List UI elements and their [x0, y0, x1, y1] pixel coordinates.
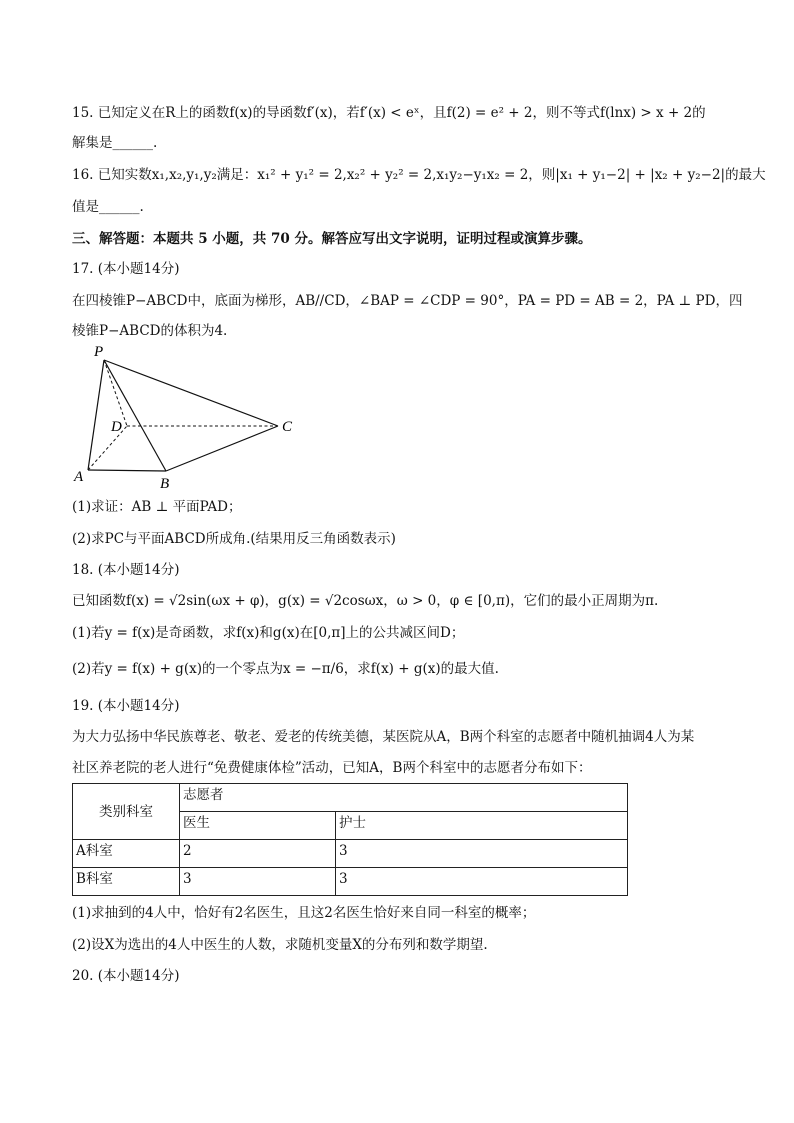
q19-header: 19. (本小题14分) — [72, 698, 180, 714]
q16-line2: 值是______. — [72, 199, 144, 215]
q16-line1: 16. 已知实数x₁,x₂,y₁,y₂满足：x₁² + y₁² = 2,x₂² + y₂² = 2,x₁y₂−y₁x₂ = 2，则|x₁ + y₁−2| + |x₂ + y₂−2|的最大 — [72, 167, 766, 183]
edge-PA — [88, 360, 104, 470]
label-P: P — [94, 344, 104, 360]
table-row — [73, 840, 628, 868]
q20-header: 20. (本小题14分) — [72, 968, 180, 984]
table-cell-nurse: 3 — [336, 868, 628, 896]
q15-line1: 15. 已知定义在R上的函数f(x)的导函数f′(x)，若f′(x) < eˣ，且f(2) = e² + 2，则不等式f(lnx) > x + 2的 — [72, 105, 706, 121]
q19-part2: (2)设X为选出的4人中医生的人数，求随机变量X的分布列和数学期望. — [72, 937, 488, 953]
label-B: B — [160, 476, 170, 492]
q18-part1: (1)若y = f(x)是奇函数，求f(x)和g(x)在[0,π]上的公共减区间D； — [72, 625, 465, 641]
q19-stem-line1: 为大力弘扬中华民族尊老、敬老、爱老的传统美德，某医院从A，B两个科室的志愿者中随机抽调4人为某 — [72, 729, 695, 745]
label-A: A — [74, 469, 84, 485]
q17-part2: (2)求PC与平面ABCD所成角.(结果用反三角函数表示) — [72, 531, 396, 547]
q18-part2: (2)若y = f(x) + g(x)的一个零点为x = −π/6，求f(x) + g(x)的最大值. — [72, 661, 499, 677]
pyramid-figure — [70, 340, 310, 492]
edge-PC — [104, 360, 278, 426]
label-D: D — [111, 419, 122, 435]
q17-stem-line2: 棱锥P−ABCD的体积为4. — [72, 323, 228, 339]
q18-header: 18. (本小题14分) — [72, 562, 180, 578]
table-cell-nurse: 3 — [336, 840, 628, 868]
q18-stem: 已知函数f(x) = √2sin(ωx + φ)，g(x) = √2cosωx，ω > 0，φ ∈ [0,π)，它们的最小正周期为π. — [72, 593, 659, 609]
q17-part1: (1)求证：AB ⊥ 平面PAD； — [72, 499, 242, 515]
table-col-doctor: 医生 — [180, 812, 336, 840]
label-C: C — [282, 419, 293, 435]
edge-PD-hidden — [104, 360, 127, 426]
edge-BC — [166, 426, 278, 471]
table-row-label: A科室 — [73, 840, 180, 868]
table-row-label: B科室 — [73, 868, 180, 896]
volunteer-table — [72, 783, 628, 896]
table-row — [73, 868, 628, 896]
q17-header: 17. (本小题14分) — [72, 261, 180, 277]
edge-AB — [88, 470, 166, 471]
q17-stem-line1: 在四棱锥P−ABCD中，底面为梯形，AB//CD，∠BAP = ∠CDP = 90°，PA = PD = AB = 2，PA ⊥ PD，四 — [72, 293, 743, 309]
table-corner-header: 类别科室 — [73, 784, 180, 840]
section-three-heading: 三、解答题：本题共 5 小题，共 70 分。解答应写出文字说明，证明过程或演算步骤。 — [72, 231, 592, 247]
table-cell-doctor: 2 — [180, 840, 336, 868]
q15-line2: 解集是______. — [72, 135, 158, 151]
q19-stem-line2: 社区养老院的老人进行“免费健康体检”活动，已知A，B两个科室中的志愿者分布如下： — [72, 760, 592, 776]
q19-part1: (1)求抽到的4人中，恰好有2名医生，且这2名医生恰好来自同一科室的概率； — [72, 905, 536, 921]
table-col-nurse: 护士 — [336, 812, 628, 840]
table-group-header: 志愿者 — [180, 784, 628, 812]
table-cell-doctor: 3 — [180, 868, 336, 896]
edge-PB — [104, 360, 166, 471]
